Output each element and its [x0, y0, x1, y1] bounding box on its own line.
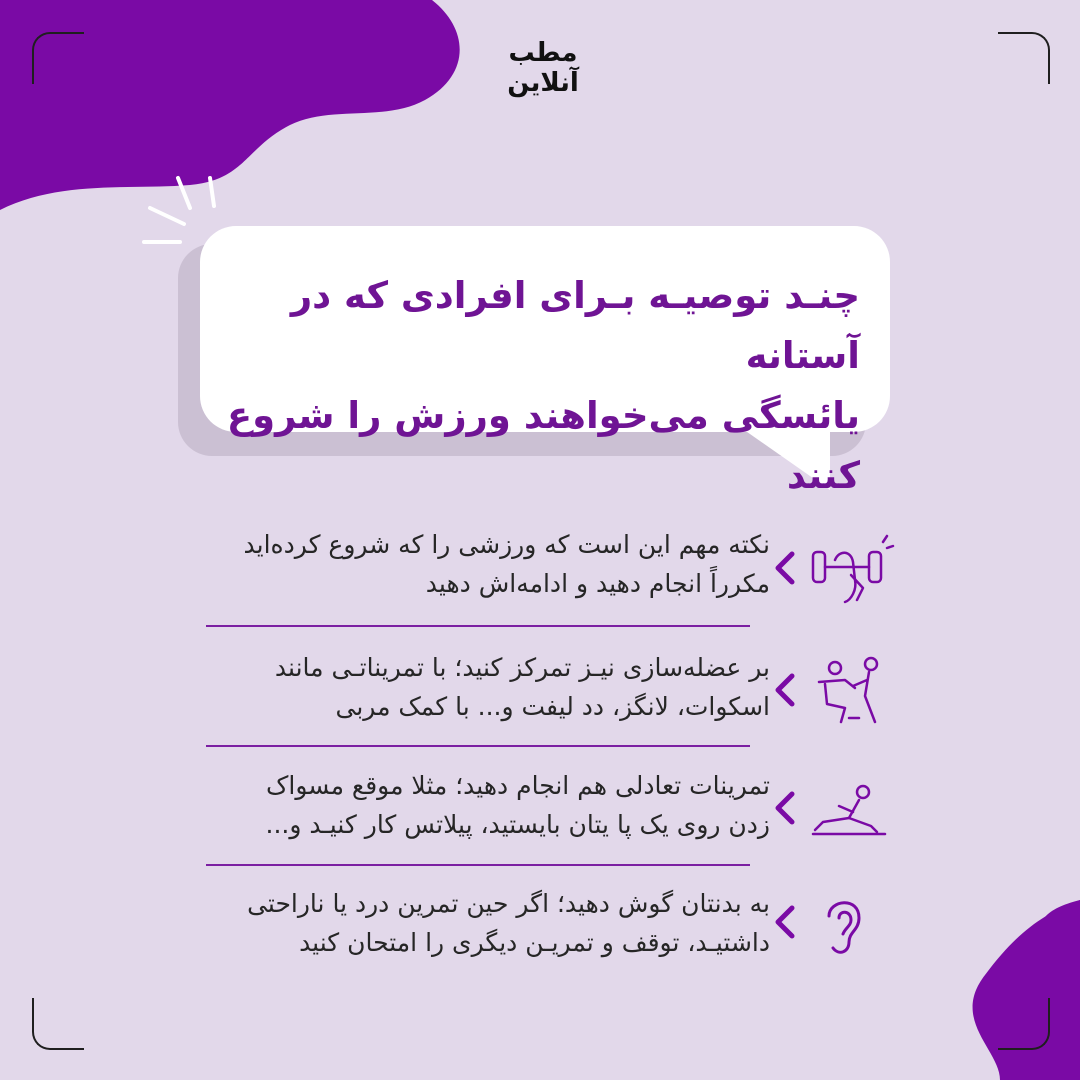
ear-icon	[815, 890, 875, 960]
divider	[206, 745, 750, 747]
headline-title	[220, 266, 860, 506]
tip-line-2: زدن روی یک پا یتان بایستید، پیلاتس کار کنیـد و...	[265, 810, 770, 839]
tip-line-2: اسکوات، لانگز، دد لیفت و... با کمک مربی	[335, 692, 770, 721]
headline-line-1: چنـد توصیـه بـرای افرادی که در آستانه	[290, 274, 860, 377]
tip-line-1: بر عضله‌سازی نیـز تمرکز کنید؛ با تمریناتـی مانند	[274, 653, 770, 682]
corner-frame-top-right	[998, 32, 1050, 84]
balance-pilates-icon	[805, 772, 895, 852]
divider	[206, 864, 750, 866]
squat-exercise-icon	[805, 652, 895, 732]
corner-frame-bottom-left	[32, 998, 84, 1050]
chevron-left-icon	[770, 902, 800, 942]
tip-line-1: به بدنتان گوش دهید؛ اگر حین تمرین درد یا ناراحتی	[247, 889, 770, 918]
logo-line-1: مطب	[508, 38, 578, 68]
chevron-left-icon	[770, 788, 800, 828]
corner-frame-top-left	[32, 32, 84, 84]
tip-line-2: مکرراً انجام دهید و ادامه‌اش دهید	[425, 569, 770, 598]
logo-line-2: آنلاین	[507, 68, 579, 98]
chevron-left-icon	[770, 670, 800, 710]
brand-logo	[488, 38, 598, 98]
tip-line-1: نکته مهم این است که ورزشی را که شروع کرده‌اید	[243, 530, 770, 559]
divider	[206, 625, 750, 627]
corner-frame-bottom-right	[998, 998, 1050, 1050]
weightlifting-arm-icon	[805, 530, 895, 610]
tip-line-1: تمرینات تعادلی هم انجام دهید؛ مثلا موقع مسواک	[266, 771, 770, 800]
bottom-right-blob-base	[973, 900, 1080, 1080]
headline-line-2: یائسگی می‌خواهند ورزش را شروع کنند	[226, 394, 860, 497]
chevron-left-icon	[770, 548, 800, 588]
tip-line-2: داشتیـد، توقف و تمریـن دیگری را امتحان کنید	[299, 928, 770, 957]
